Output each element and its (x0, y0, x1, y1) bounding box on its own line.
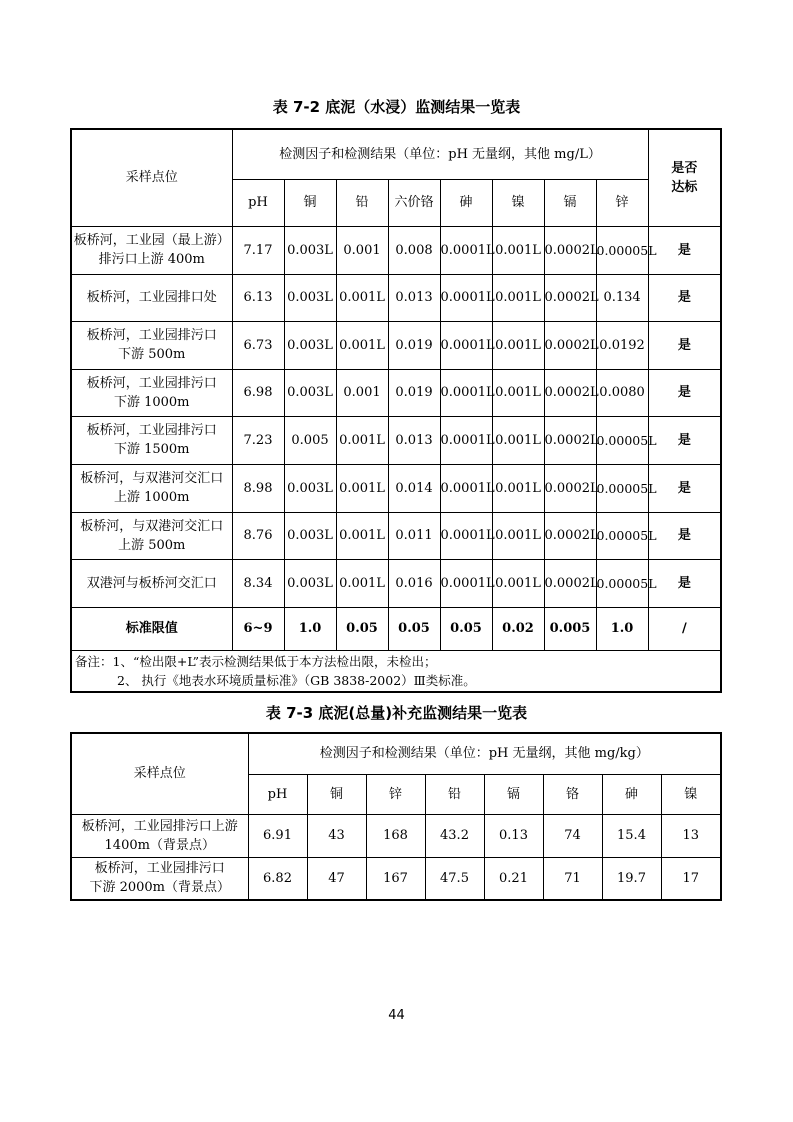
value-cell: 0.00005L (596, 512, 648, 559)
site-line-1: 板桥河，工业园（最上游） (73, 233, 230, 248)
value-cell: 0.001L (492, 369, 544, 416)
value-cell: 19.7 (602, 857, 661, 900)
value-cell: 17 (661, 857, 721, 900)
site-line-2: 下游 2000m（背景点） (89, 880, 231, 896)
value-cell: 0.21 (484, 857, 543, 900)
row-site (71, 416, 232, 464)
site-line-2: 1400m（背景点） (104, 837, 215, 853)
value-cell: 0.0002L (544, 416, 596, 464)
row-site (71, 559, 232, 607)
page-number: 44 (388, 1008, 405, 1023)
row-site (71, 512, 232, 559)
value-cell: 0.001L (492, 559, 544, 607)
column-header: 铬 (543, 774, 602, 814)
value-cell: 0.134 (596, 274, 648, 321)
table-row (71, 369, 721, 416)
table-row (71, 321, 721, 369)
value-cell: 168 (366, 814, 425, 857)
value-cell: 0.0002L (544, 369, 596, 416)
column-header: 锌 (596, 179, 648, 226)
value-cell: 0.0192 (596, 321, 648, 369)
value-cell: 0.0001L (440, 321, 492, 369)
value-cell: 0.001L (336, 464, 388, 512)
value-cell: 0.0002L (544, 321, 596, 369)
table-row (71, 857, 721, 900)
site-line-2: 下游 1500m (113, 442, 190, 457)
value-cell: 0.003L (284, 321, 336, 369)
value-cell: 0.005 (284, 416, 336, 464)
table-row (71, 416, 721, 464)
value-cell: 0.001 (336, 369, 388, 416)
site-line-1: 板桥河，与双港河交汇口 (80, 471, 224, 486)
value-cell: 0.0002L (544, 512, 596, 559)
site-line-2: 下游 500m (118, 347, 186, 362)
value-cell: 0.019 (388, 321, 440, 369)
pass-cell: 是 (648, 559, 721, 607)
value-cell: 6.98 (232, 369, 284, 416)
value-cell: 0.00005L (596, 559, 648, 607)
site-line-1: 板桥河，工业园排污口 (86, 375, 217, 391)
t2-header-group: 检测因子和检测结果（单位：pH 无量纲，其他 mg/kg） (248, 733, 721, 774)
site-line-1: 板桥河，工业园排污口上游 (81, 818, 238, 834)
value-cell: 6.91 (248, 814, 307, 857)
monitoring-table-7-3 (70, 732, 722, 901)
table-row (71, 274, 721, 321)
t2-header-site: 采样点位 (71, 733, 248, 814)
value-cell: 74 (543, 814, 602, 857)
column-header: 砷 (440, 179, 492, 226)
value-cell: 0.001L (492, 321, 544, 369)
value-cell: 0.00005L (596, 226, 648, 274)
value-cell: 0.001L (336, 321, 388, 369)
value-cell: 47 (307, 857, 366, 900)
value-cell: 0.0001L (440, 226, 492, 274)
standard-value: 0.05 (336, 607, 388, 650)
site-line-2: 排污口上游 400m (98, 252, 205, 267)
row-site (71, 321, 232, 369)
value-cell: 0.13 (484, 814, 543, 857)
value-cell: 0.0080 (596, 369, 648, 416)
value-cell: 47.5 (425, 857, 484, 900)
pass-cell: 是 (648, 369, 721, 416)
value-cell: 0.0001L (440, 559, 492, 607)
value-cell: 0.003L (284, 512, 336, 559)
value-cell: 0.00005L (596, 464, 648, 512)
table-row (71, 512, 721, 559)
standard-value: 6~9 (232, 607, 284, 650)
value-cell: 0.003L (284, 226, 336, 274)
value-cell: 6.13 (232, 274, 284, 321)
value-cell: 15.4 (602, 814, 661, 857)
value-cell: 71 (543, 857, 602, 900)
value-cell: 0.0001L (440, 369, 492, 416)
column-header: 镍 (661, 774, 721, 814)
table-row (71, 464, 721, 512)
column-header: 铅 (425, 774, 484, 814)
site-line-1: 板桥河，工业园排污口 (86, 328, 217, 343)
pass-cell: 是 (648, 226, 721, 274)
value-cell: 0.011 (388, 512, 440, 559)
site-line-2: 上游 1000m (113, 490, 190, 505)
value-cell: 0.001L (336, 512, 388, 559)
value-cell: 0.001L (492, 464, 544, 512)
value-cell: 0.003L (284, 369, 336, 416)
site-line-1: 板桥河，工业园排污口 (86, 423, 217, 438)
column-header: 镉 (544, 179, 596, 226)
site-line-1: 板桥河，工业园排口处 (86, 290, 217, 305)
value-cell: 0.001 (336, 226, 388, 274)
column-header: 六价铬 (388, 179, 440, 226)
value-cell: 7.23 (232, 416, 284, 464)
site-line-2: 下游 1000m (113, 394, 190, 410)
value-cell: 0.016 (388, 559, 440, 607)
column-header: pH (248, 774, 307, 814)
row-site (71, 814, 248, 857)
pass-cell: 是 (648, 416, 721, 464)
row-site (71, 226, 232, 274)
value-cell: 7.17 (232, 226, 284, 274)
monitoring-table-7-2 (70, 128, 722, 693)
pass-cell: 是 (648, 512, 721, 559)
table1-title: 表 7-2 底泥（水浸）监测结果一览表 (272, 98, 521, 116)
value-cell: 0.001L (492, 226, 544, 274)
value-cell: 13 (661, 814, 721, 857)
standard-value: 0.02 (492, 607, 544, 650)
standard-pass: / (648, 607, 721, 650)
value-cell: 0.019 (388, 369, 440, 416)
standard-value: 0.05 (440, 607, 492, 650)
value-cell: 0.001L (492, 416, 544, 464)
value-cell: 0.0001L (440, 274, 492, 321)
value-cell: 6.82 (248, 857, 307, 900)
value-cell: 0.0001L (440, 416, 492, 464)
value-cell: 0.001L (336, 559, 388, 607)
value-cell: 8.34 (232, 559, 284, 607)
table-row (71, 814, 721, 857)
column-header: 镍 (492, 179, 544, 226)
standard-value: 0.005 (544, 607, 596, 650)
site-line-1: 板桥河，与双港河交汇口 (80, 518, 224, 534)
column-header: 锌 (366, 774, 425, 814)
column-header: 镉 (484, 774, 543, 814)
column-header: 铅 (336, 179, 388, 226)
row-site (71, 274, 232, 321)
header-pass: 是否达标 (648, 129, 721, 226)
row-site (71, 464, 232, 512)
value-cell: 0.001L (492, 274, 544, 321)
value-cell: 0.013 (388, 274, 440, 321)
row-site (71, 369, 232, 416)
value-cell: 0.003L (284, 464, 336, 512)
header-group: 检测因子和检测结果（单位：pH 无量纲，其他 mg/L） (232, 129, 648, 179)
standard-row (71, 607, 721, 650)
value-cell: 0.008 (388, 226, 440, 274)
header-site: 采样点位 (71, 129, 232, 226)
site-line-1: 双港河与板桥河交汇口 (86, 575, 217, 591)
standard-value: 1.0 (284, 607, 336, 650)
table-row (71, 559, 721, 607)
value-cell: 43.2 (425, 814, 484, 857)
note-line-1: 备注：1、“检出限+L”表示检测结果低于本方法检出限，未检出； (75, 653, 437, 669)
value-cell: 6.73 (232, 321, 284, 369)
table-notes (71, 650, 721, 692)
table-row (71, 226, 721, 274)
column-header: pH (232, 179, 284, 226)
value-cell: 0.001L (492, 512, 544, 559)
value-cell: 0.0002L (544, 274, 596, 321)
value-cell: 0.013 (388, 416, 440, 464)
value-cell: 0.001L (336, 416, 388, 464)
value-cell: 0.0002L (544, 226, 596, 274)
pass-cell: 是 (648, 464, 721, 512)
standard-label: 标准限值 (71, 607, 232, 650)
value-cell: 0.00005L (596, 416, 648, 464)
column-header: 砷 (602, 774, 661, 814)
row-site (71, 857, 248, 900)
column-header: 铜 (284, 179, 336, 226)
value-cell: 43 (307, 814, 366, 857)
value-cell: 167 (366, 857, 425, 900)
value-cell: 0.0002L (544, 559, 596, 607)
standard-value: 1.0 (596, 607, 648, 650)
value-cell: 0.003L (284, 274, 336, 321)
value-cell: 0.0002L (544, 464, 596, 512)
standard-value: 0.05 (388, 607, 440, 650)
value-cell: 0.0001L (440, 464, 492, 512)
site-line-2: 上游 500m (118, 537, 186, 553)
site-line-1: 板桥河，工业园排污口 (94, 861, 225, 877)
value-cell: 0.014 (388, 464, 440, 512)
value-cell: 0.003L (284, 559, 336, 607)
value-cell: 0.001L (336, 274, 388, 321)
pass-cell: 是 (648, 321, 721, 369)
column-header: 铜 (307, 774, 366, 814)
value-cell: 0.0001L (440, 512, 492, 559)
value-cell: 8.98 (232, 464, 284, 512)
value-cell: 8.76 (232, 512, 284, 559)
table2-title: 表 7-3 底泥(总量)补充监测结果一览表 (265, 704, 528, 722)
note-line-2: 2、 执行《地表水环境质量标准》（GB 3838-2002）Ⅲ类标准。 (117, 672, 476, 688)
pass-cell: 是 (648, 274, 721, 321)
